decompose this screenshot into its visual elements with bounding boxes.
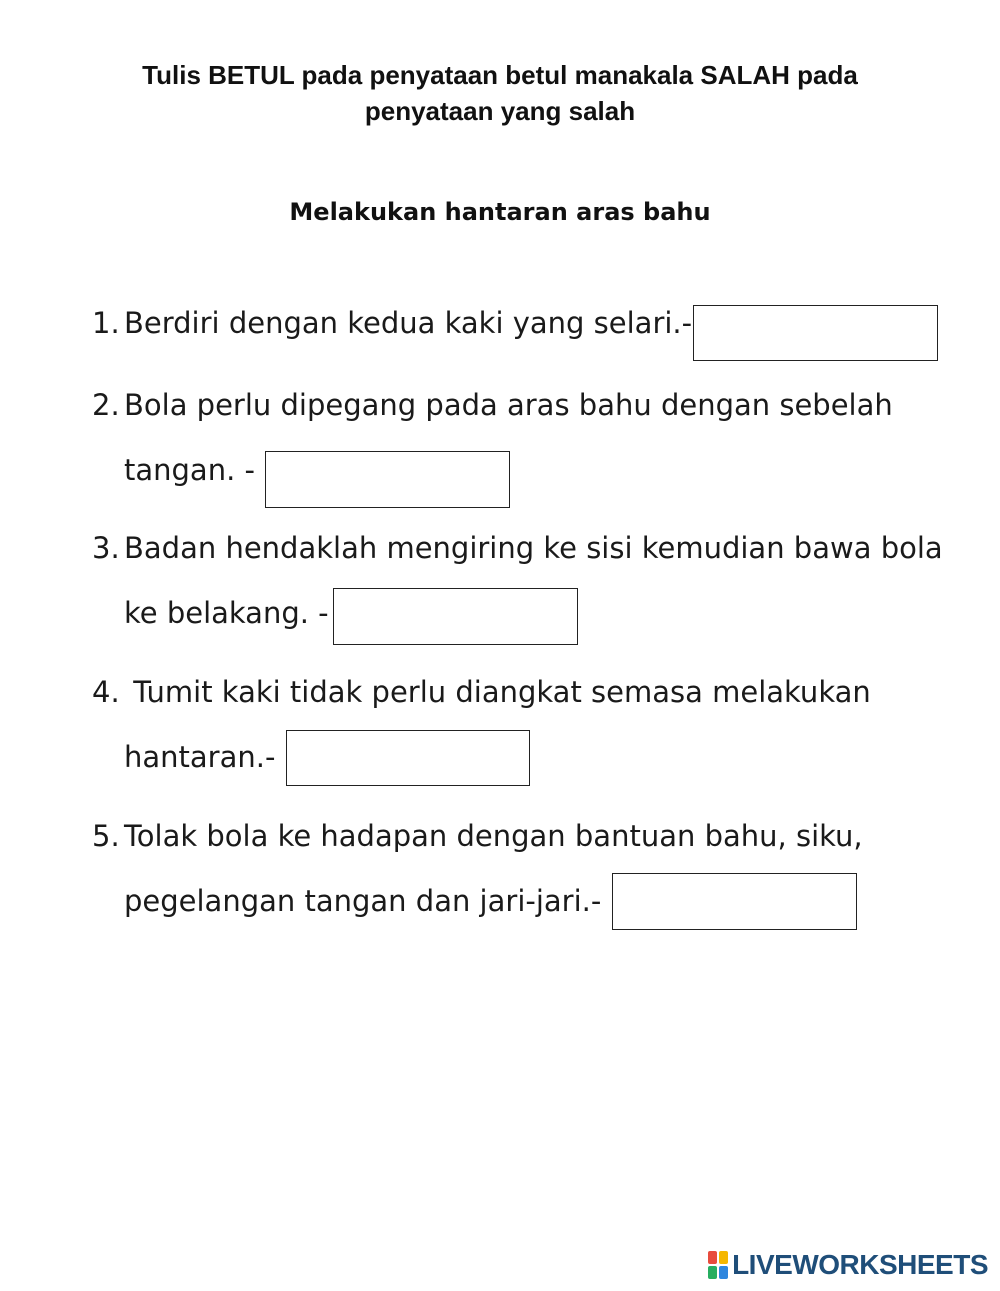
liveworksheets-logo[interactable] — [708, 1249, 988, 1281]
answer-box-1[interactable] — [693, 305, 938, 361]
answer-box-4[interactable] — [286, 730, 530, 786]
worksheet-heading: Melakukan hantaran aras bahu — [289, 198, 711, 226]
question-3-number: 3. — [92, 531, 120, 565]
question-4-text-line-1: Tumit kaki tidak perlu diangkat semasa melakukan — [124, 675, 871, 709]
question-2-text-line-1: Bola perlu dipegang pada aras bahu dengan sebelah — [124, 388, 893, 422]
instruction-line-1: Tulis BETUL pada penyataan betul manakala SALAH pada — [142, 60, 858, 90]
question-2-text-line-2: tangan. - — [124, 453, 255, 487]
question-5-text-line-1: Tolak bola ke hadapan dengan bantuan bahu, siku, — [124, 819, 863, 853]
answer-box-5[interactable] — [612, 873, 857, 930]
question-4-number: 4. — [92, 675, 120, 709]
answer-box-2[interactable] — [265, 451, 510, 508]
question-2-number: 2. — [92, 388, 120, 422]
question-1-text: Berdiri dengan kedua kaki yang selari.- — [124, 306, 693, 340]
question-1-number: 1. — [92, 306, 120, 340]
question-3-text-line-1: Badan hendaklah mengiring ke sisi kemudian bawa bola — [124, 531, 943, 565]
logo-mark-icon — [708, 1251, 728, 1279]
question-3-text-line-2: ke belakang. - — [124, 596, 329, 630]
question-5-text-line-2: pegelangan tangan dan jari-jari.- — [124, 884, 602, 918]
question-5-number: 5. — [92, 819, 120, 853]
answer-box-3[interactable] — [333, 588, 578, 645]
logo-text: LIVEWORKSHEETS — [732, 1249, 988, 1280]
question-4-text-line-2: hantaran.- — [124, 740, 276, 774]
instruction-line-2: penyataan yang salah — [364, 96, 636, 126]
